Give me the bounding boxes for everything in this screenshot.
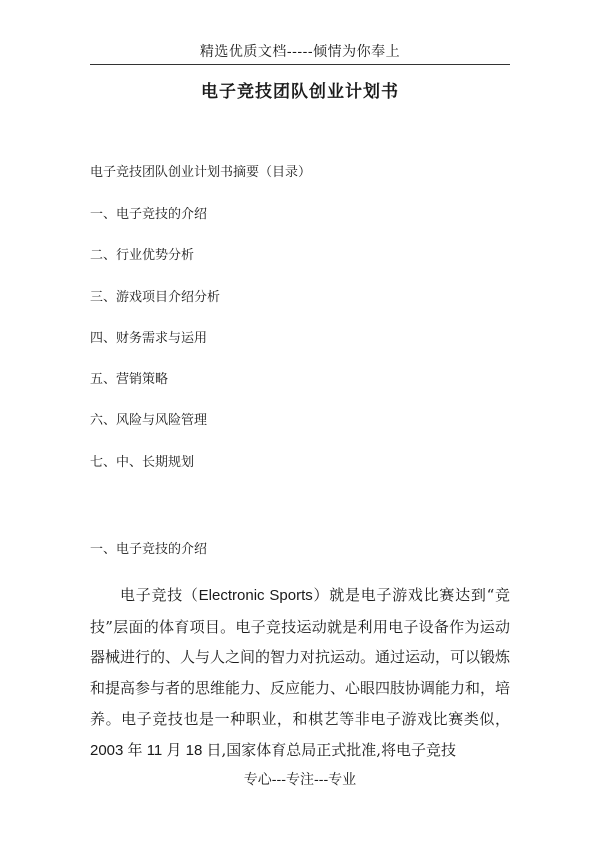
page-footer: 专心---专注---专业 bbox=[243, 772, 357, 788]
document-title: 电子竞技团队创业计划书 bbox=[201, 82, 399, 102]
paragraph-latin-term: Electronic Sports bbox=[198, 587, 313, 604]
table-of-contents bbox=[90, 206, 220, 495]
toc-item: 五、营销策略 bbox=[90, 372, 169, 388]
toc-heading: 电子竞技团队创业计划书摘要（目录） bbox=[90, 165, 312, 180]
toc-item: 七、中、长期规划 bbox=[90, 454, 195, 470]
paragraph-date: 2003 年 11 月 18 日 bbox=[90, 741, 222, 759]
body-paragraph bbox=[90, 580, 510, 766]
section-heading: 一、电子竞技的介绍 bbox=[90, 542, 208, 557]
paragraph-text: 电子竞技（ bbox=[120, 586, 199, 604]
toc-item: 三、游戏项目介绍分析 bbox=[90, 289, 221, 305]
toc-item: 一、电子竞技的介绍 bbox=[90, 207, 208, 222]
toc-item: 二、行业优势分析 bbox=[90, 248, 195, 264]
page-header: 精选优质文档-----倾情为你奉上 bbox=[199, 44, 401, 60]
toc-item: 六、风险与风险管理 bbox=[90, 413, 208, 429]
paragraph-text: ,国家体育总局正式批准,将电子竞技 bbox=[221, 740, 457, 759]
toc-item: 四、财务需求与运用 bbox=[90, 330, 208, 346]
header-divider bbox=[90, 64, 510, 65]
paragraph-text: ）就是电子游戏比赛达到“竞技”层面的体育项目。电子竞技运动就是利用电子设备作为运动器械进行的、人与人之间的智力对抗运动。通过运动，可以锻炼和提高参与者的思维能力、反应能力、心眼四肢协调能力和，培养。电子竞技也是一种职业，和棋艺等非电子游戏比赛类似， bbox=[90, 586, 511, 728]
